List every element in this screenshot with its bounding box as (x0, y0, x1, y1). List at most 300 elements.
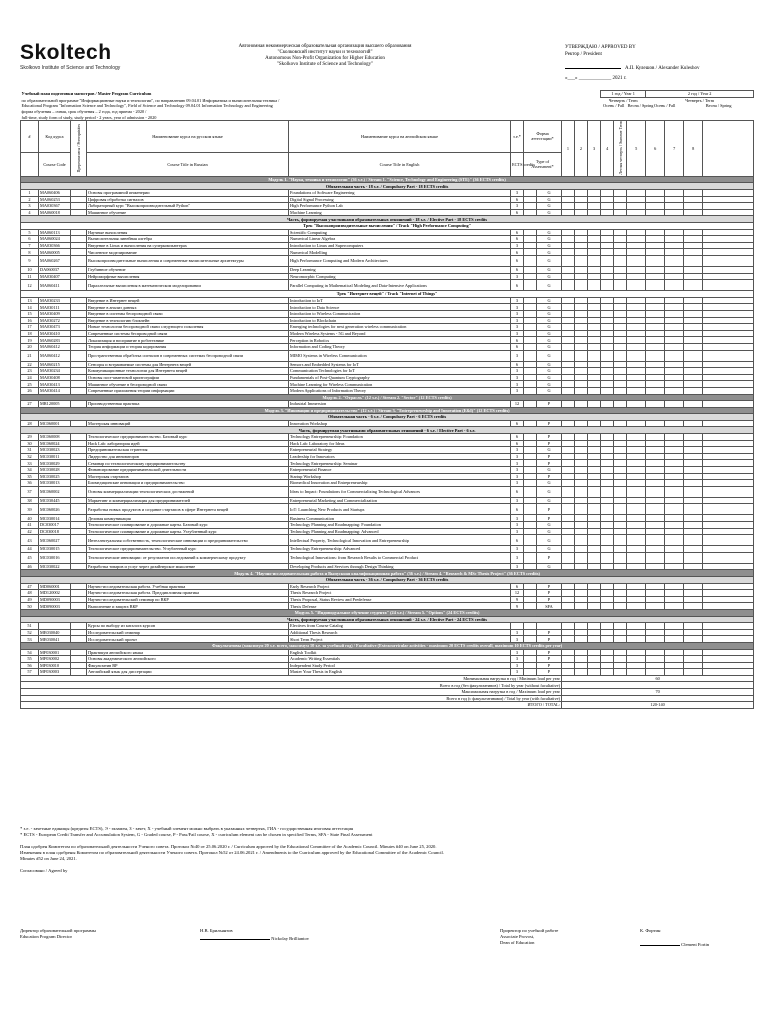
term-cell (601, 480, 614, 487)
course-title-ru: Научно-исследовательская работа. Преддипломная практика (87, 590, 289, 597)
term-cell (614, 497, 627, 504)
term-cell (601, 504, 614, 515)
assessment-ru (524, 629, 537, 636)
row-number: 57 (21, 669, 39, 676)
approval-note: План одобрен Комитетом по образовательной деятельности Ученого совета. Протокол №40 от 25.06.2020 г. / Curriculum approved by the Educational Committee of the Academic Council. Minutes #40 on June 25, 2020. (20, 844, 437, 849)
assessment-ru (524, 242, 537, 249)
term-cell (614, 649, 627, 656)
term-cell (614, 304, 627, 311)
term-cell (665, 460, 684, 467)
curriculum-table (20, 90, 754, 709)
term-cell (614, 387, 627, 394)
course-title-ru: Hack Lab: лаборатория идей (87, 440, 289, 447)
term-cell (614, 317, 627, 324)
course-credits: 3 (511, 330, 524, 337)
section-title: Часть, формируемая участниками образовательных отношений - 18 з.е. / Elective Part - 18 ECTS credits (21, 216, 754, 223)
signature-line (640, 940, 680, 946)
term-cell (562, 361, 575, 368)
course-title-ru: Маркетинг и коммерциализация для предпринимателей (87, 497, 289, 504)
course-credits: 6 (511, 535, 524, 546)
col-ects-en: ECTS credits (511, 152, 524, 176)
prereq-cell (71, 381, 87, 388)
term-cell (614, 669, 627, 676)
term-cell (601, 190, 614, 197)
section-title: Часть, формируемая участниками образовательных отношений - 6 з.е. / Elective Part - 6 з.е. (21, 427, 754, 434)
assessment-type: G (537, 546, 562, 553)
term-cell (684, 236, 703, 243)
course-credits: 3 (511, 273, 524, 280)
term-cell (627, 656, 646, 663)
term-cell (562, 467, 575, 474)
section-title: Факультативы (максимум 20 з.е. всего, максимум 10 з.е. за учебный год) / Facultative (Extracurricular activities - maximum 20 ECTS credits overall, maximum 10 ECTS credits per year) (21, 642, 754, 649)
assessment-type: G (537, 368, 562, 375)
course-title-en: Introduction to Wireless Communication (289, 310, 511, 317)
course-title-ru: Финансирование предпринимательской деятельности (87, 467, 289, 474)
term-cell (703, 515, 754, 522)
term-cell (646, 242, 665, 249)
term-cell (575, 236, 588, 243)
director-name-ru: Н.В. Брильянтов (200, 928, 233, 933)
term-cell (627, 343, 646, 350)
course-code: MA030410 (39, 330, 71, 337)
term-cell (627, 583, 646, 590)
term-cell (646, 374, 665, 381)
course-title-en: Technology Planning and Roadmapping: Advanced (289, 528, 511, 535)
term-cell (646, 649, 665, 656)
term-cell (601, 522, 614, 529)
track-header (21, 223, 754, 230)
table-row (21, 649, 754, 656)
term-cell (665, 440, 684, 447)
col-term-3: 3 (588, 120, 601, 176)
term-cell (646, 662, 665, 669)
course-code: MA060005 (39, 249, 71, 256)
table-row (21, 603, 754, 610)
term-cell (601, 515, 614, 522)
term-cell (703, 473, 754, 480)
course-credits: 3 (511, 304, 524, 311)
course-code: MF030010 (39, 662, 71, 669)
term-cell (665, 361, 684, 368)
term-cell (562, 368, 575, 375)
term-cell (665, 596, 684, 603)
total-value (562, 682, 754, 689)
course-credits: 6 (511, 280, 524, 291)
term-cell (614, 337, 627, 344)
assessment-ru (524, 656, 537, 663)
module-header (21, 407, 754, 414)
fall-y1: Осень / Fall (603, 103, 625, 109)
assessment-type: G (537, 343, 562, 350)
course-credits: 3 (511, 297, 524, 304)
course-credits: 9 (511, 603, 524, 610)
term-cell (601, 473, 614, 480)
assessment-ru (524, 381, 537, 388)
term-cell (684, 324, 703, 331)
prereq-cell (71, 504, 87, 515)
course-credits: 3 (511, 190, 524, 197)
term-cell (588, 497, 601, 504)
course-code: MC030025 (39, 473, 71, 480)
term-cell (646, 256, 665, 267)
course-code: MC030022 (39, 563, 71, 570)
term-cell (703, 434, 754, 441)
table-row (21, 623, 754, 630)
term-cell (588, 629, 601, 636)
term-cell (588, 374, 601, 381)
term-cell (703, 190, 754, 197)
term-cell (614, 546, 627, 553)
term-cell (627, 623, 646, 630)
term-cell (588, 596, 601, 603)
course-title-ru: Технологические инновации: от результатов исследований к коммерческому продукту (87, 552, 289, 563)
table-row (21, 304, 754, 311)
term-cell (646, 515, 665, 522)
term-cell (684, 662, 703, 669)
term-cell (665, 249, 684, 256)
course-title-ru: Технологическое предпринимательство. Углубленный курс (87, 546, 289, 553)
table-row (21, 535, 754, 546)
term-cell (562, 190, 575, 197)
term-cell (684, 515, 703, 522)
term-cell (588, 229, 601, 236)
table-row (21, 546, 754, 553)
prereq-cell (71, 229, 87, 236)
term-cell (703, 662, 754, 669)
col-title-en: Наименование курса на английском языке (289, 120, 511, 152)
term-cell (601, 310, 614, 317)
section-title: Трек "Интернет вещей" / Track "Internet of Things" (21, 291, 754, 298)
term-cell (684, 310, 703, 317)
term-cell (575, 190, 588, 197)
term-cell (575, 480, 588, 487)
term-cell (703, 497, 754, 504)
course-title-ru: Исследовательский проект (87, 636, 289, 643)
term-cell (627, 196, 646, 203)
term-cell (588, 656, 601, 663)
row-number: 42 (21, 528, 39, 535)
term-cell (601, 242, 614, 249)
fall-y2: Осень / Fall (654, 103, 676, 109)
term-cell (575, 196, 588, 203)
course-code: DC030017 (39, 522, 71, 529)
course-title-ru: Научно-исследовательский семинар по ВКР (87, 596, 289, 603)
total-value: 70 (562, 689, 754, 696)
term-cell (684, 343, 703, 350)
course-title-ru: Машинное обучение в беспроводной связи (87, 381, 289, 388)
course-code: MD090003 (39, 603, 71, 610)
term-cell (684, 546, 703, 553)
provost-title-en2: Dean of Education (500, 940, 535, 945)
prereq-cell (71, 497, 87, 504)
term-cell (588, 636, 601, 643)
provost-title-ru: Проректор по учебной работе (500, 928, 559, 933)
term-cell (665, 387, 684, 394)
prereq-cell (71, 583, 87, 590)
term-cell (684, 330, 703, 337)
course-title-en: Startup Workshop (289, 473, 511, 480)
course-title-ru: Пространственная обработка сигналов в современных системах беспроводной связи (87, 350, 289, 361)
term-cell (703, 460, 754, 467)
term-cell (627, 552, 646, 563)
prereq-cell (71, 324, 87, 331)
term-cell (684, 280, 703, 291)
term-cell (588, 480, 601, 487)
col-form: Форма аттестации* (524, 120, 562, 152)
term-cell (575, 434, 588, 441)
assessment-ru (524, 401, 537, 408)
course-code: DC030018 (39, 528, 71, 535)
term-cell (703, 330, 754, 337)
term-cell (562, 623, 575, 630)
course-credits: 3 (511, 374, 524, 381)
term-cell (665, 190, 684, 197)
course-code: MF030003 (39, 669, 71, 676)
term-cell (562, 256, 575, 267)
row-number: 7 (21, 242, 39, 249)
term-cell (562, 563, 575, 570)
assessment-ru (524, 387, 537, 394)
term-cell (588, 473, 601, 480)
term-cell (646, 203, 665, 210)
course-code: MC030014 (39, 515, 71, 522)
term-cell (601, 304, 614, 311)
term-cell (684, 304, 703, 311)
footnote: * з.е. - зачетные единицы (кредиты ECTS), Э - экзамен, З - зачет, Х - учебный элемент можно выбрать в указанных четвертях, ГИА - государственная итоговая аттестация (20, 826, 354, 831)
term-cell (588, 662, 601, 669)
course-code: MC060002 (39, 486, 71, 497)
term-cell (562, 497, 575, 504)
logo-subtitle: Skolkovo Institute of Science and Technology (20, 65, 121, 71)
course-title-ru: Сенсоры и встраиваемые системы для Интернета вещей (87, 361, 289, 368)
row-number: 54 (21, 649, 39, 656)
term-cell (665, 629, 684, 636)
term-cell (684, 196, 703, 203)
assessment-type: G (537, 236, 562, 243)
course-title-en: Leadership for Innovators (289, 453, 511, 460)
term-cell (614, 603, 627, 610)
course-credits: 3 (511, 453, 524, 460)
course-title-en: Hack Lab: Laboratory for Ideas (289, 440, 511, 447)
course-title-en: Fundamentals of Post-Quantum Cryptography (289, 374, 511, 381)
term-cell (562, 515, 575, 522)
term-cell (614, 453, 627, 460)
course-code: MD120002 (39, 590, 71, 597)
term-cell (575, 420, 588, 427)
assessment-ru (524, 267, 537, 274)
term-cell (562, 504, 575, 515)
term-cell (684, 603, 703, 610)
term-cell (614, 280, 627, 291)
total-label: Максимальная нагрузка в год / Maximum load per year (21, 689, 562, 696)
term-cell (703, 480, 754, 487)
col-num: # (21, 120, 39, 152)
term-cell (601, 350, 614, 361)
term-cell (627, 350, 646, 361)
course-title-ru: Разработка новых продуктов и создание стартапов в сфере Интернета вещей (87, 504, 289, 515)
row-number: 43 (21, 535, 39, 546)
row-number: 50 (21, 603, 39, 610)
course-title-ru: Численное моделирование (87, 249, 289, 256)
term-cell (703, 636, 754, 643)
term-cell (627, 374, 646, 381)
table-row (21, 453, 754, 460)
term-cell (703, 486, 754, 497)
term-cell (575, 515, 588, 522)
term-cell (562, 603, 575, 610)
term-cell (665, 453, 684, 460)
part-header (21, 414, 754, 421)
table-row (21, 447, 754, 454)
provost-name-en: Clement Fortin (681, 942, 710, 947)
course-title-en: Innovation Workshop (289, 420, 511, 427)
term-cell (665, 401, 684, 408)
assessment-ru (524, 209, 537, 216)
row-number: 19 (21, 337, 39, 344)
term-cell (588, 209, 601, 216)
table-row (21, 515, 754, 522)
term-cell (562, 330, 575, 337)
table-row (21, 330, 754, 337)
term-cell (575, 603, 588, 610)
table-row (21, 590, 754, 597)
term-cell (562, 209, 575, 216)
section-title: Модуль 2. "Отрасль" (12 з.е.) / Stream 2. "Sector" (12 ECTS credits) (21, 394, 754, 401)
term-cell (646, 361, 665, 368)
terms-label-y2: Четверть / Term (685, 97, 715, 103)
row-number: 44 (21, 546, 39, 553)
course-title-en: Introduction to Data Science (289, 304, 511, 311)
term-cell (703, 535, 754, 546)
prereq-cell (71, 256, 87, 267)
term-cell (601, 603, 614, 610)
term-cell (562, 480, 575, 487)
row-number: 29 (21, 434, 39, 441)
course-code: MC060024 (39, 440, 71, 447)
term-cell (575, 662, 588, 669)
course-code (39, 623, 71, 630)
assessment-type: G (537, 229, 562, 236)
assessment-type: G (537, 324, 562, 331)
course-title-en: English Toolkit (289, 649, 511, 656)
prereq-cell (71, 249, 87, 256)
term-cell (588, 420, 601, 427)
term-cell (665, 267, 684, 274)
course-title-en: Entrepreneurial Finance (289, 467, 511, 474)
course-credits: 6 (511, 420, 524, 427)
footnotes (20, 826, 750, 874)
study-form-ru: форма обучения – очная, срок обучения – 2 года, год приема - 2020 / (21, 108, 147, 114)
term-cell (703, 229, 754, 236)
row-number: 17 (21, 324, 39, 331)
table-row (21, 656, 754, 663)
assessment-type: P (537, 473, 562, 480)
course-title-en: Additional Thesis Research (289, 629, 511, 636)
term-cell (562, 440, 575, 447)
row-number: 48 (21, 590, 39, 597)
term-cell (684, 381, 703, 388)
term-cell (562, 535, 575, 546)
term-cell (684, 460, 703, 467)
term-cell (562, 343, 575, 350)
term-cell (562, 522, 575, 529)
course-credits: 6 (511, 583, 524, 590)
course-code: MA030234 (39, 368, 71, 375)
prereq-cell (71, 623, 87, 630)
table-row (21, 629, 754, 636)
term-cell (703, 467, 754, 474)
term-cell (601, 447, 614, 454)
term-cell (665, 330, 684, 337)
course-title-ru: Параллельные вычисления в математическом моделировании (87, 280, 289, 291)
course-credits: 3 (511, 546, 524, 553)
term-cell (703, 629, 754, 636)
assessment-type: G (537, 267, 562, 274)
term-cell (646, 603, 665, 610)
table-row (21, 420, 754, 427)
assessment-ru (524, 486, 537, 497)
total-label: Минимальная нагрузка в год / Minimum load per year (21, 675, 562, 682)
course-credits: 3 (511, 480, 524, 487)
term-cell (627, 420, 646, 427)
module-header (21, 570, 754, 577)
term-cell (562, 317, 575, 324)
term-cell (703, 368, 754, 375)
term-cell (601, 440, 614, 447)
term-cell (646, 669, 665, 676)
row-number: 55 (21, 656, 39, 663)
row-number: 49 (21, 596, 39, 603)
term-cell (665, 563, 684, 570)
institution-line: "Skolkovo Institute of Science and Technology" (276, 62, 374, 67)
prereq-cell (71, 374, 87, 381)
approved-label: УТВЕРЖДАЮ / APPROVED BY (565, 45, 636, 50)
term-cell (684, 368, 703, 375)
term-cell (562, 297, 575, 304)
term-cell (601, 420, 614, 427)
term-cell (588, 350, 601, 361)
course-credits: 3 (511, 447, 524, 454)
term-cell (627, 515, 646, 522)
term-cell (614, 350, 627, 361)
term-cell (684, 434, 703, 441)
course-title-ru: Предпринимательская стратегия (87, 447, 289, 454)
term-cell (665, 522, 684, 529)
row-number: 2 (21, 196, 39, 203)
approval-block (565, 44, 750, 82)
term-cell (562, 629, 575, 636)
term-cell (703, 374, 754, 381)
term-cell (646, 636, 665, 643)
term-cell (684, 669, 703, 676)
assessment-type: G (537, 486, 562, 497)
row-number: 20 (21, 343, 39, 350)
course-title-en: Technological Innovations: from Research Results to Commercial Product (289, 552, 511, 563)
course-credits: 3 (511, 460, 524, 467)
assessment-ru (524, 324, 537, 331)
table-row (21, 297, 754, 304)
course-title-en: Business Communication (289, 515, 511, 522)
course-code: MA060267 (39, 256, 71, 267)
term-cell (601, 460, 614, 467)
course-title-ru: Основы пост-квантовой криптографии (87, 374, 289, 381)
course-title-en: Numerical Modelling (289, 249, 511, 256)
term-cell (665, 603, 684, 610)
term-cell (562, 460, 575, 467)
assessment-ru (524, 337, 537, 344)
col-term-6: 6 (646, 120, 665, 176)
course-code: MC030445 (39, 497, 71, 504)
